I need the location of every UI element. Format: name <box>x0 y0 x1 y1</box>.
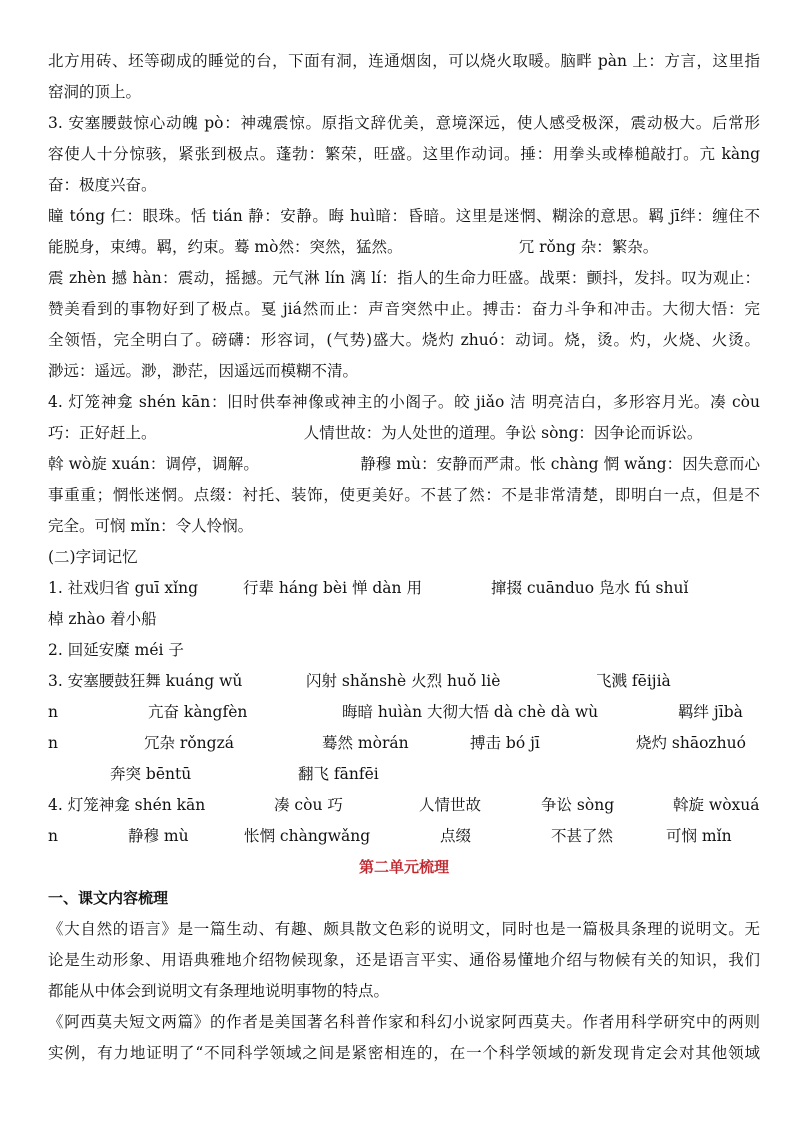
text-line: 3. 安塞腰鼓惊心动魄 pò：神魂震惊。原指文辞优美，意境深远，使人感受极深，震动极大。后常形 <box>48 114 760 132</box>
text-line: 事重重；惘怅迷惘。点缀：衬托、装饰，使更美好。不甚了然：不是非常清楚，即明白一点，但是不 <box>48 486 760 504</box>
vocab-item: 撺掇 cuānduo 凫水 fú shuǐ <box>491 579 689 597</box>
vocab-item: 搏击 bó jī <box>470 734 540 752</box>
vocab-block <box>48 573 760 852</box>
vocab-item: 行辈 háng bèi 惮 dàn 用 <box>243 579 422 597</box>
vocab-item: 1. 社戏归省 guī xǐng <box>48 579 199 597</box>
vocab-row <box>48 666 760 697</box>
vocab-item: 4. 灯笼神龛 shén kān <box>48 796 206 814</box>
memory-section-title: (二)字词记忆 <box>48 548 138 566</box>
vocab-item: 飞溅 fēijià <box>596 672 671 690</box>
vocab-row <box>48 697 760 728</box>
vocab-item: 人情世故 <box>419 796 482 814</box>
vocab-item: 不甚了然 <box>551 827 614 845</box>
text-line: 北方用砖、坯等砌成的睡觉的台，下面有洞，连通烟囱，可以烧火取暖。脑畔 pàn 上：方言，这里指 <box>48 52 760 70</box>
vocab-item: 争讼 sòng <box>541 796 615 814</box>
text-line: 完全。可悯 mǐn：令人怜悯。 <box>48 517 254 535</box>
vocab-item: 怅惘 chàngwǎng <box>244 827 371 845</box>
unit-heading: 第二单元梳理 <box>358 858 449 876</box>
text-line: 容使人十分惊骇，紧张到极点。蓬勃：繁荣，旺盛。这里作动词。捶：用拳头或棒槌敲打。亢 kàng <box>48 145 760 163</box>
text-line: 赞美看到的事物好到了极点。戛 jiá然而止：声音突然中止。搏击：奋力斗争和冲击。大彻大悟：完 <box>48 300 760 318</box>
notes-block <box>48 46 760 542</box>
body-line: 论是生动形象、用语典雅地介绍物候现象，还是语言平实、通俗易懂地介绍与物候有关的知识，我们 <box>48 951 760 969</box>
body-line: 都能从中体会到说明文有条理地说明事物的特点。 <box>48 982 390 1000</box>
vocab-item: n <box>48 734 58 752</box>
body-line: 《大自然的语言》是一篇生动、有趣、颇具散文色彩的说明文，同时也是一篇极具条理的说明文。无 <box>48 920 760 938</box>
vocab-item: 凑 còu 巧 <box>274 796 343 814</box>
text-line: 全领悟，完全明白了。磅礴：形容词，(气势)盛大。烧灼 zhuó：动词。烧，烫。灼，火烧、火烫。 <box>48 331 760 349</box>
text-line: 斡 wò旋 xuán：调停，调解。 静穆 mù：安静而严肃。怅 chàng 惘 wǎng：因失意而心 <box>48 455 760 473</box>
vocab-item: 奔突 bēntū <box>48 765 192 783</box>
body-line: 《阿西莫夫短文两篇》的作者是美国著名科普作家和科幻小说家阿西莫夫。作者用科学研究中的两则 <box>48 1013 760 1031</box>
text-line: 瞳 tóng 仁：眼珠。恬 tián 静：安静。晦 huì暗：昏暗。这里是迷惘、糊涂的意思。羁 jī绊：缠住不 <box>48 207 760 225</box>
vocab-item: 可悯 mǐn <box>666 827 732 845</box>
vocab-row <box>48 635 760 666</box>
vocab-item: 羁绊 jībà <box>678 703 743 721</box>
text-line: 巧：正好赶上。 人情世故：为人处世的道理。争讼 sòng：因争论而诉讼。 <box>48 424 703 442</box>
vocab-item: 烧灼 shāozhuó <box>636 734 746 752</box>
vocab-row <box>48 790 760 821</box>
vocab-item: 亢奋 kàngfèn <box>148 703 248 721</box>
document-page <box>48 46 760 1069</box>
vocab-row <box>48 759 760 790</box>
vocab-item: 闪射 shǎnshè 火烈 huǒ liè <box>306 672 501 690</box>
vocab-item: 斡旋 wòxuá <box>673 796 760 814</box>
vocab-item: 3. 安塞腰鼓狂舞 kuáng wǔ <box>48 672 243 690</box>
body-line: 实例，有力地证明了“不同科学领域之间是紧密相连的，在一个科学领域的新发现肯定会对其他领域 <box>48 1044 760 1062</box>
body-block <box>48 914 760 1069</box>
vocab-item: n <box>48 827 58 845</box>
vocab-item: 翻飞 fānfēi <box>298 765 379 783</box>
vocab-item: 2. 回延安糜 méi 子 <box>48 641 184 659</box>
section-title: 一、课文内容梳理 <box>48 889 169 907</box>
vocab-item: 冗杂 rǒngzá <box>144 734 234 752</box>
vocab-item: 蓦然 mòrán <box>322 734 409 752</box>
text-line: 震 zhèn 撼 hàn：震动，摇撼。元气淋 lín 漓 lí：指人的生命力旺盛。战栗：颤抖，发抖。叹为观止： <box>48 269 760 287</box>
text-line: 4. 灯笼神龛 shén kān：旧时供奉神像或神主的小阁子。皎 jiǎo 洁 明亮洁白，多形容月光。凑 còu <box>48 393 760 411</box>
vocab-item: n <box>48 703 58 721</box>
vocab-row <box>48 728 760 759</box>
text-line: 奋：极度兴奋。 <box>48 176 157 194</box>
vocab-row <box>48 821 760 852</box>
vocab-row <box>48 604 760 635</box>
vocab-row <box>48 573 760 604</box>
text-line: 渺远：遥远。渺，渺茫，因遥远而模糊不清。 <box>48 362 359 380</box>
vocab-item: 点缀 <box>440 827 472 845</box>
vocab-item: 晦暗 huìàn 大彻大悟 dà chè dà wù <box>342 703 599 721</box>
vocab-item: 棹 zhào 着小船 <box>48 610 157 628</box>
text-line: 窑洞的顶上。 <box>48 83 142 101</box>
vocab-item: 静穆 mù <box>128 827 189 845</box>
text-line: 能脱身，束缚。羁，约束。蓦 mò然：突然，猛然。 冗 rǒng 杂：繁杂。 <box>48 238 659 256</box>
